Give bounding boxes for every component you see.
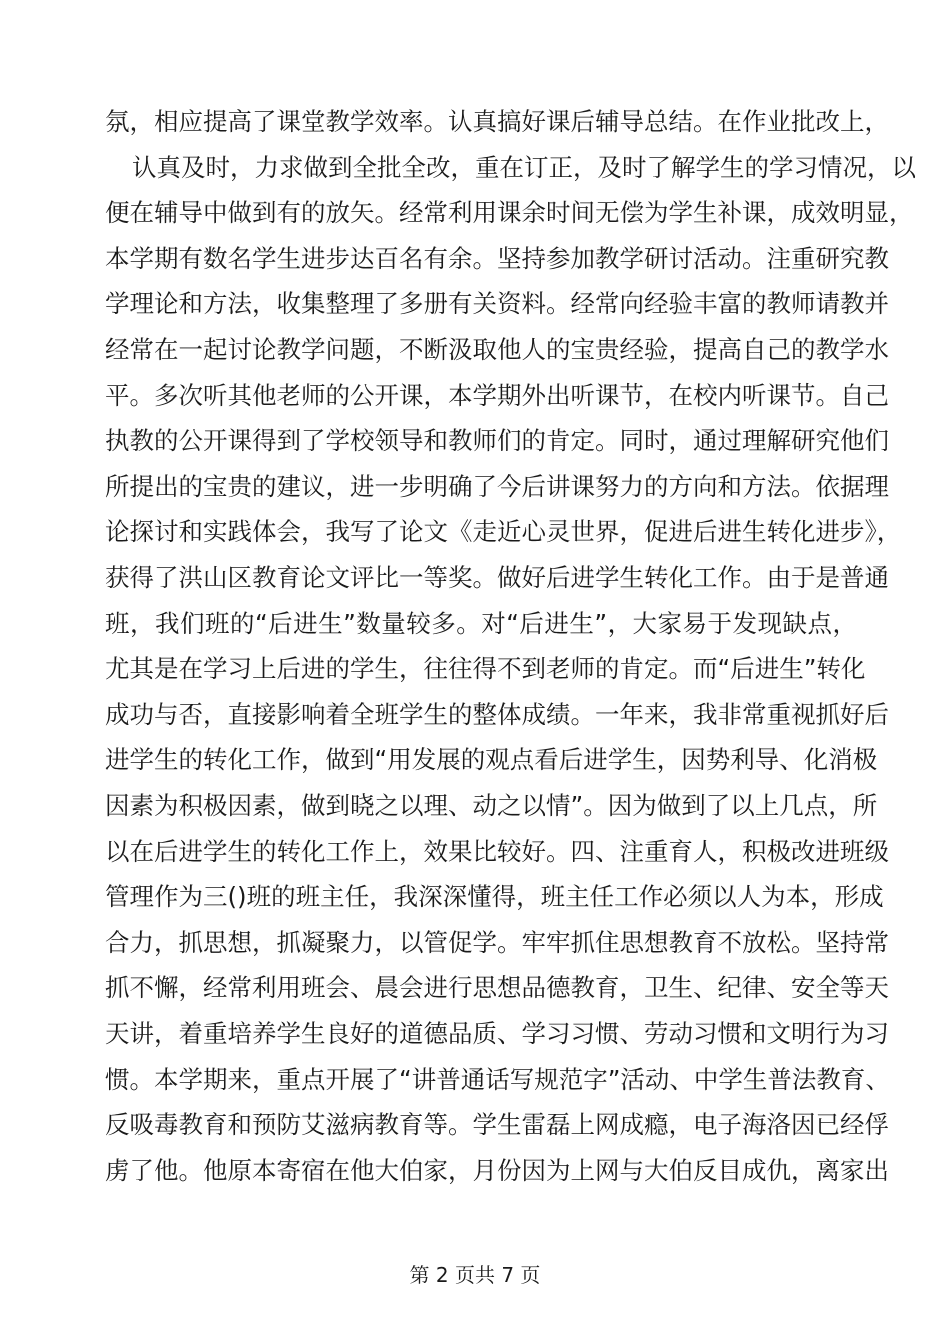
text-line: 反吸毒教育和预防艾滋病教育等。学生雷磊上网成瘾，电子海洛因已经俘 <box>105 1110 889 1139</box>
text-line: 经常在一起讨论教学问题，不断汲取他人的宝贵经验，提高自己的教学水 <box>105 335 889 364</box>
text-line: 管理作为三()班的班主任，我深深懂得，班主任工作必须以人为本，形成 <box>105 882 884 911</box>
text-line: 抓不懈，经常利用班会、晨会进行思想品德教育，卫生、纪律、安全等天 <box>105 973 889 1002</box>
text-line: 所提出的宝贵的建议，进一步明确了今后讲课努力的方向和方法。依据理 <box>105 472 889 501</box>
text-line: 天讲，着重培养学生良好的道德品质、学习习惯、劳动习惯和文明行为习 <box>105 1019 889 1048</box>
text-line: 获得了洪山区教育论文评比一等奖。做好后进学生转化工作。由于是普通 <box>105 563 889 592</box>
text-line: 合力，抓思想，抓凝聚力，以管促学。牢牢抓住思想教育不放松。坚持常 <box>105 928 889 957</box>
text-line: 班，我们班的“后进生”数量较多。对“后进生”，大家易于发现缺点， <box>105 609 857 638</box>
text-line: 平。多次听其他老师的公开课，本学期外出听课节，在校内听课节。自己 <box>105 381 889 410</box>
text-line: 成功与否，直接影响着全班学生的整体成绩。一年来，我非常重视抓好后 <box>105 700 889 729</box>
text-line: 执教的公开课得到了学校领导和教师们的肯定。同时，通过理解研究他们 <box>105 426 889 455</box>
text-line: 惯。本学期来，重点开展了“讲普通话写规范字”活动、中学生普法教育、 <box>105 1065 890 1094</box>
text-line: 虏了他。他原本寄宿在他大伯家，月份因为上网与大伯反目成仇，离家出 <box>105 1156 889 1185</box>
text-line: 便在辅导中做到有的放矢。经常利用课余时间无偿为学生补课，成效明显， <box>105 198 914 227</box>
text-line: 以在后进学生的转化工作上，效果比较好。四、注重育人，积极改进班级 <box>105 837 889 866</box>
text-line: 论探讨和实践体会，我写了论文《走近心灵世界，促进后进生转化进步》， <box>105 517 902 546</box>
text-line: 学理论和方法，收集整理了多册有关资料。经常向经验丰富的教师请教并 <box>105 289 889 318</box>
text-line: 因素为积极因素，做到晓之以理、动之以情”。因为做到了以上几点，所 <box>105 791 878 820</box>
text-line: 认真及时，力求做到全批全改，重在订正，及时了解学生的学习情况，以 <box>132 153 916 182</box>
text-line: 进学生的转化工作，做到“用发展的观点看后进学生，因势利导、化消极 <box>105 745 878 774</box>
page-footer: 第 2 页共 7 页 <box>409 1263 541 1287</box>
text-line: 氛，相应提高了课堂教学效率。认真搞好课后辅导总结。在作业批改上， <box>105 107 889 136</box>
text-line: 本学期有数名学生进步达百名有余。坚持参加教学研讨活动。注重研究教 <box>105 244 889 273</box>
text-line: 尤其是在学习上后进的学生，往往得不到老师的肯定。而“后进生”转化 <box>105 654 866 683</box>
